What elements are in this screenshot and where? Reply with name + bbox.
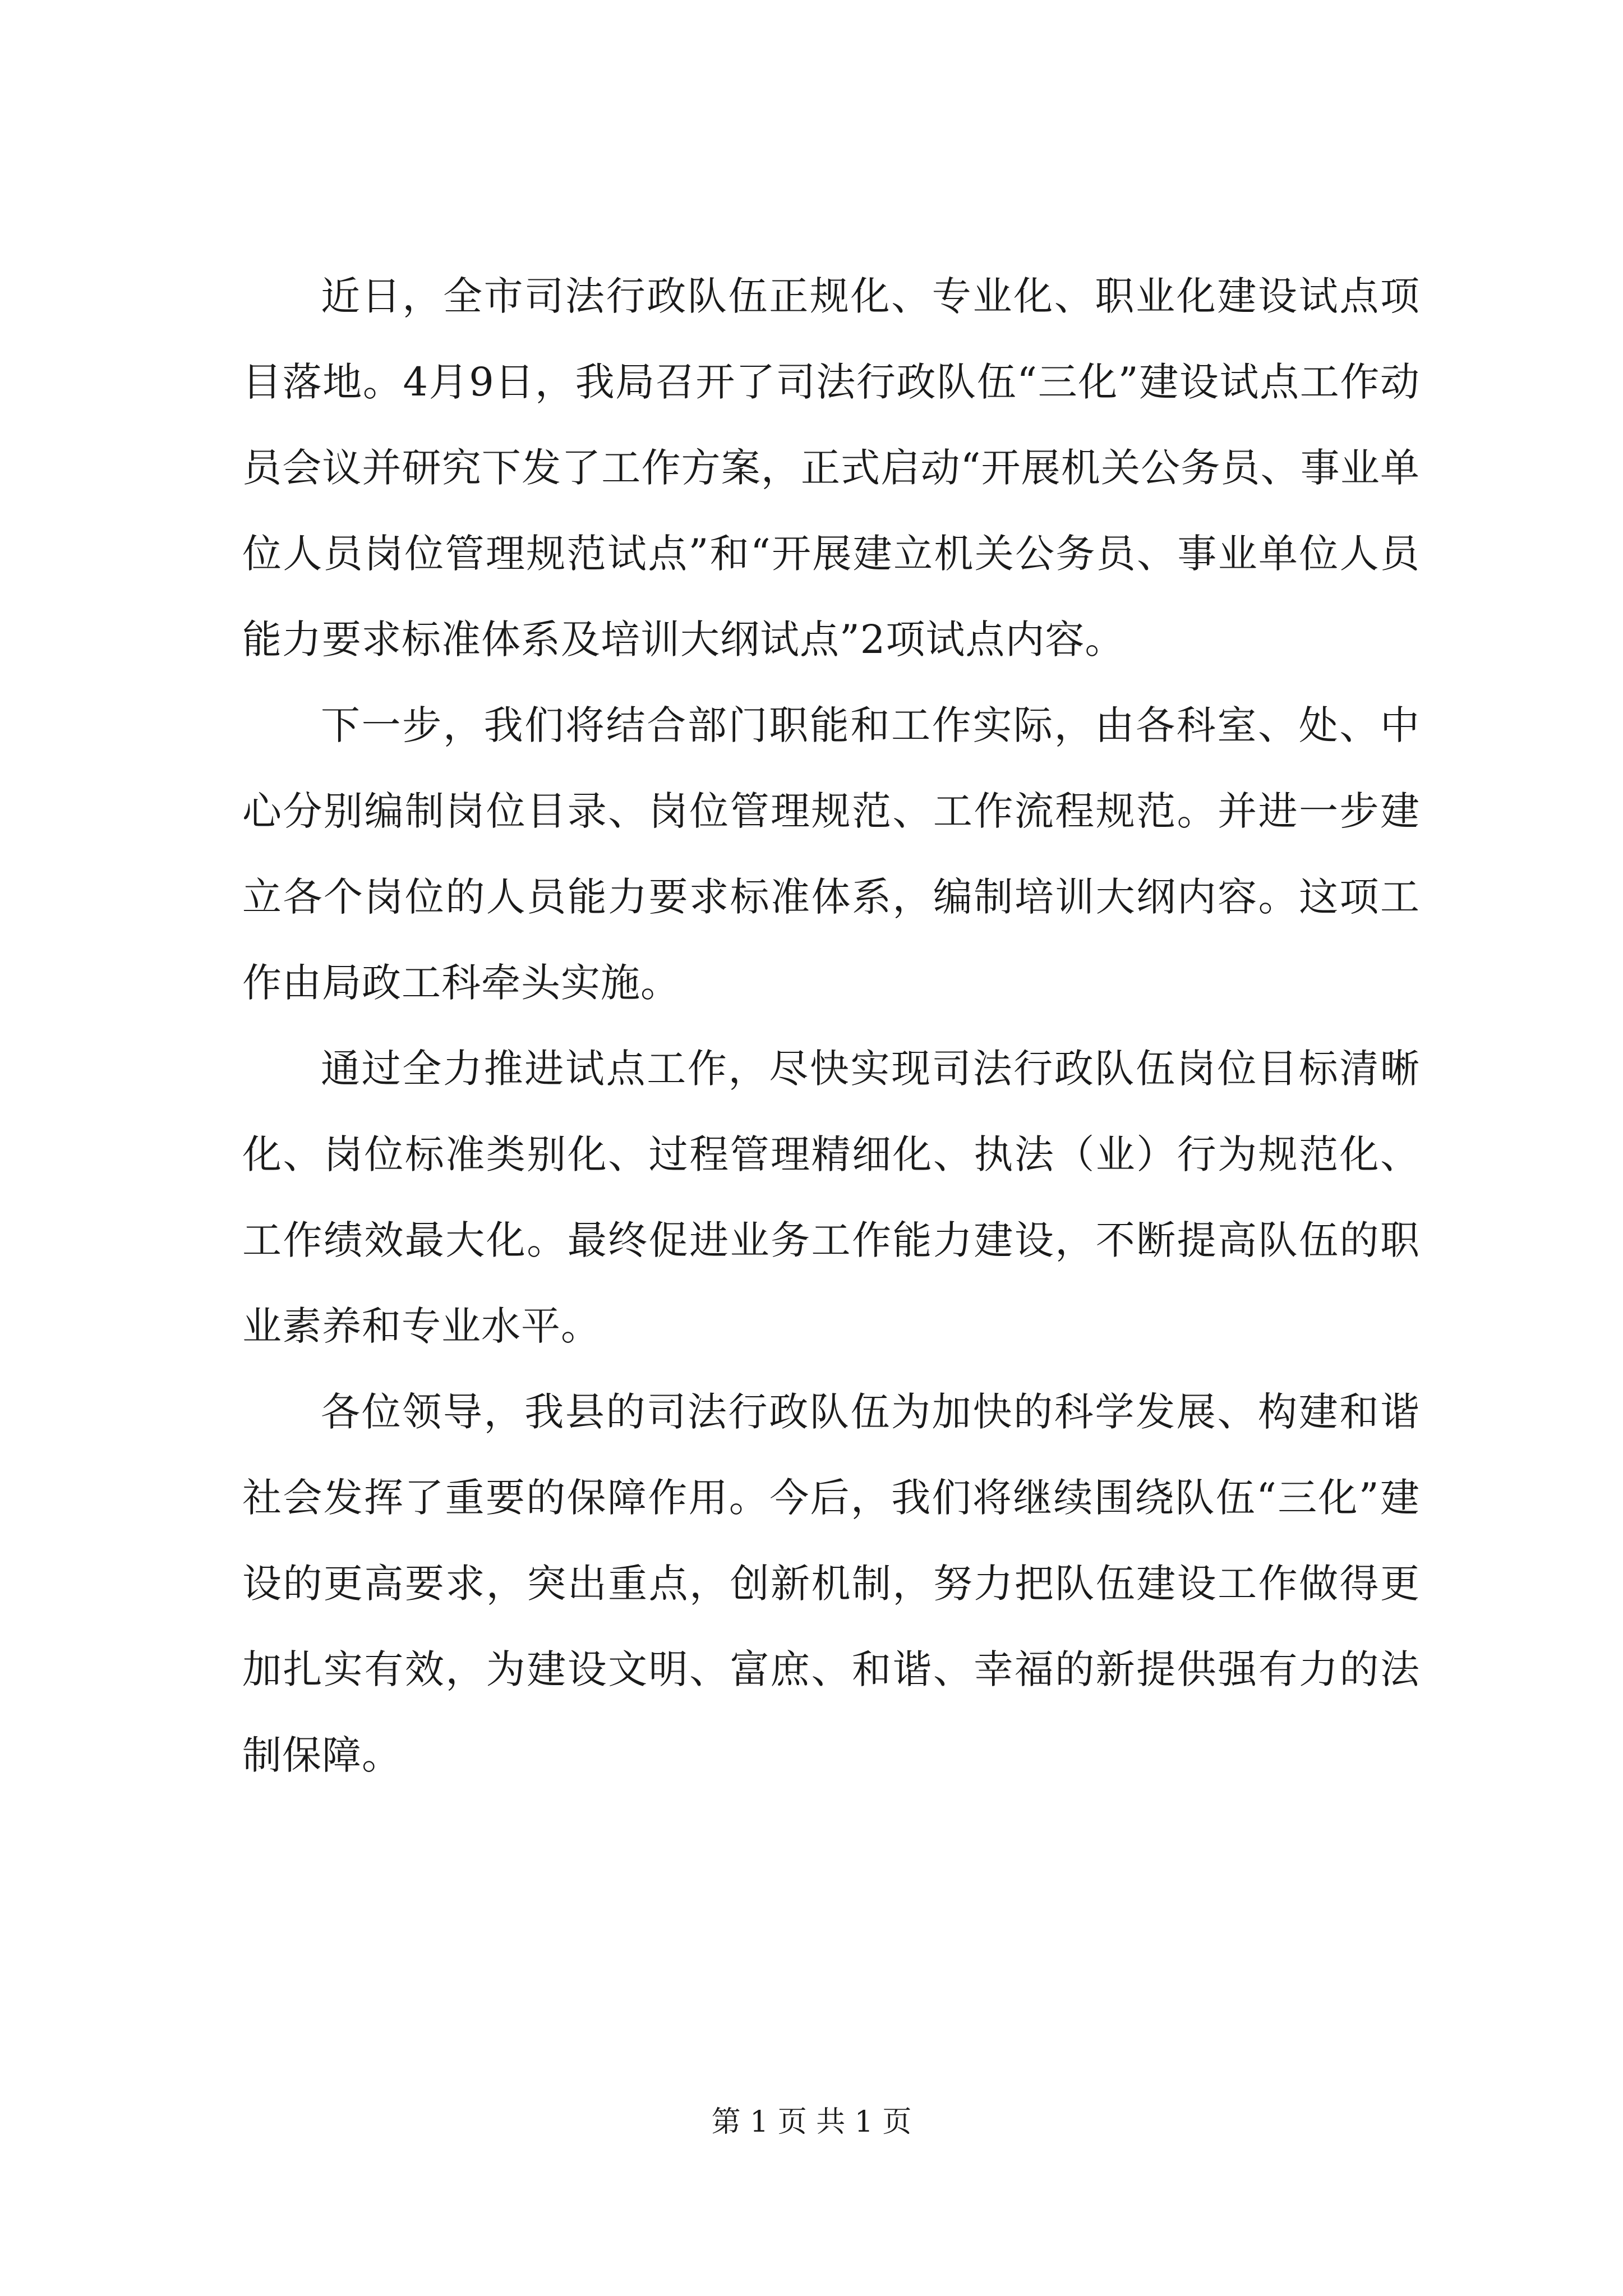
paragraph-2: 下一步，我们将结合部门职能和工作实际，由各科室、处、中心分别编制岗位目录、岗位管理规范、工作流程规范。并进一步建立各个岗位的人员能力要求标准体系，编制培训大纲内容。这项工作由局政工科牵头实施。 xyxy=(242,702,1420,1006)
paragraph-3: 通过全力推进试点工作，尽快实现司法行政队伍岗位目标清晰化、岗位标准类别化、过程管理精细化、执法（业）行为规范化、工作绩效最大化。最终促进业务工作能力建设，不断提高队伍的职业素养和专业水平。 xyxy=(242,1046,1420,1349)
paragraph-4: 各位领导，我县的司法行政队伍为加快的科学发展、构建和谐社会发挥了重要的保障作用。今后，我们将继续围绕队伍“三化”建设的更高要求，突出重点，创新机制，努力把队伍建设工作做得更加扎实有效，为建设文明、富庶、和谐、幸福的新提供强有力的法制保障。 xyxy=(242,1389,1420,1778)
document-body xyxy=(242,254,1420,1798)
page-number-footer: 第 1 页 共 1 页 xyxy=(711,2105,912,2139)
paragraph-1: 近日，全市司法行政队伍正规化、专业化、职业化建设试点项目落地。4月9日，我局召开了司法行政队伍“三化”建设试点工作动员会议并研究下发了工作方案，正式启动“开展机关公务员、事业单位人员岗位管理规范试点”和“开展建立机关公务员、事业单位人员能力要求标准体系及培训大纲试点”2项试点内容。 xyxy=(242,273,1420,662)
